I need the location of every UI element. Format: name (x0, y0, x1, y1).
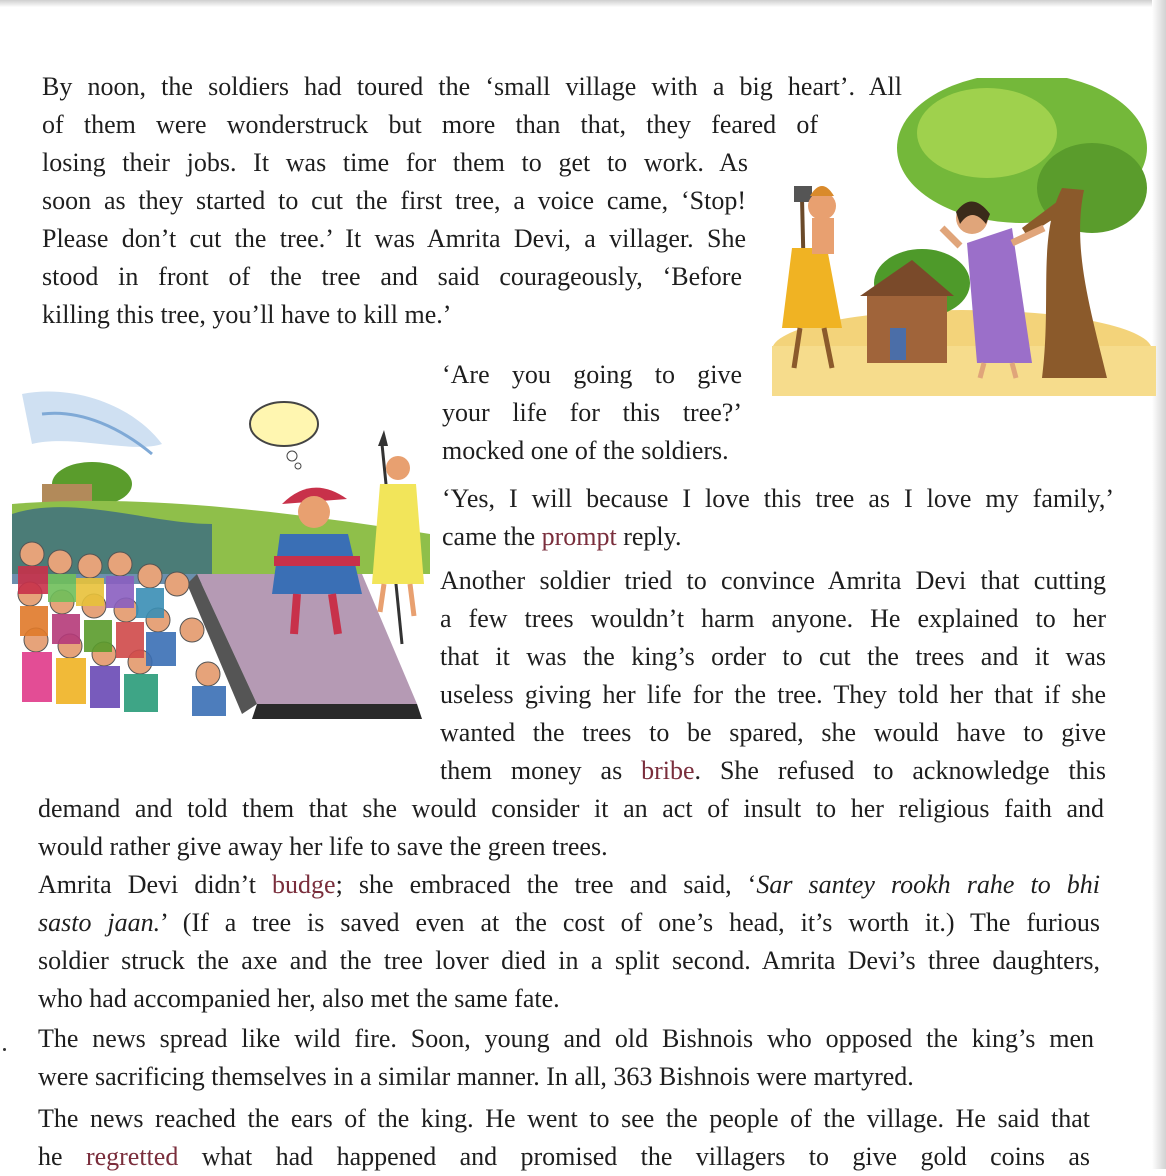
text-line (38, 866, 1100, 904)
crowd-soldiers-illustration (12, 384, 430, 730)
text-line (442, 518, 1114, 556)
text-line: would rather give away her life to save the green trees. (38, 832, 608, 861)
vocab-word-bribe: bribe (641, 756, 695, 785)
text-span: Amrita Devi didn’t (38, 870, 256, 899)
text-line: soldier struck the axe and the tree lover died in a split second. Amrita Devi’s three daughters, (38, 946, 1100, 975)
vocab-word-regretted: regretted (85, 1142, 179, 1171)
italic-quote: sasto jaan. (38, 908, 161, 937)
page-top-edge (0, 0, 1166, 7)
amrita-devi-tree-illustration (772, 78, 1156, 396)
text-line: losing their jobs. It was time for them to get to work. As (42, 148, 748, 177)
text-span: ; she embraced the tree and said, ‘ (335, 870, 757, 899)
vocab-word-budge: budge (272, 870, 336, 899)
text-line: By noon, the soldiers had toured the ‘small village with a big heart’. All (42, 72, 902, 101)
text-span: he (38, 1142, 63, 1171)
text-span: reply. (623, 522, 682, 551)
text-line: Please don’t cut the tree.’ It was Amrita Devi, a villager. She (42, 224, 746, 253)
text-span: came the (442, 522, 536, 551)
text-line: ‘Are you going to give (442, 360, 742, 389)
paragraph-4 (440, 562, 1106, 790)
text-line: a few trees wouldn’t harm anyone. He explained to her (440, 604, 1106, 633)
paragraph-3 (442, 480, 1114, 556)
text-span: them money as (440, 756, 623, 785)
text-line: of them were wonderstruck but more than that, they feared of (42, 110, 818, 139)
paragraph-6 (38, 1020, 1094, 1096)
italic-quote: Sar santey rookh rahe to bhi (756, 870, 1101, 899)
text-line: your life for this tree?’ (442, 398, 742, 427)
text-line: who had accompanied her, also met the same fate. (38, 984, 560, 1013)
vocab-word-prompt: prompt (541, 522, 617, 551)
paragraph-4-continued (38, 790, 1104, 866)
text-span: ’ (If a tree is saved even at the cost of one’s head, it’s worth it.) The furious (160, 908, 1100, 937)
text-line: Another soldier tried to convince Amrita Devi that cutting (440, 566, 1106, 595)
text-line: The news spread like wild fire. Soon, young and old Bishnois who opposed the king’s men (38, 1024, 1094, 1053)
paragraph-5 (38, 866, 1100, 1018)
text-line: wanted the trees to be spared, she would have to give (440, 718, 1106, 747)
text-line: demand and told them that she would consider it an act of insult to her religious faith and (38, 794, 1104, 823)
paragraph-2 (442, 356, 742, 470)
text-line: mocked one of the soldiers. (442, 436, 729, 465)
text-line: The news reached the ears of the king. He went to see the people of the village. He said that (38, 1104, 1090, 1133)
text-span: what had happened and promised the villagers to give gold coins as (201, 1142, 1091, 1171)
paragraph-7 (38, 1100, 1090, 1176)
text-line: soon as they started to cut the first tree, a voice came, ‘Stop! (42, 186, 746, 215)
text-line (38, 1138, 1090, 1176)
text-line: ‘Yes, I will because I love this tree as I love my family,’ (442, 484, 1114, 513)
text-line: stood in front of the tree and said courageously, ‘Before (42, 262, 742, 291)
text-span: . She refused to acknowledge this (694, 756, 1107, 785)
text-line (440, 752, 1106, 790)
stray-mark (3, 1048, 6, 1051)
text-line: useless giving her life for the tree. They told her that if she (440, 680, 1106, 709)
text-line (38, 904, 1100, 942)
text-line: were sacrificing themselves in a similar manner. In all, 363 Bishnois were martyred. (38, 1062, 914, 1091)
text-line: killing this tree, you’ll have to kill me.’ (42, 300, 452, 329)
text-line: that it was the king’s order to cut the trees and it was (440, 642, 1106, 671)
